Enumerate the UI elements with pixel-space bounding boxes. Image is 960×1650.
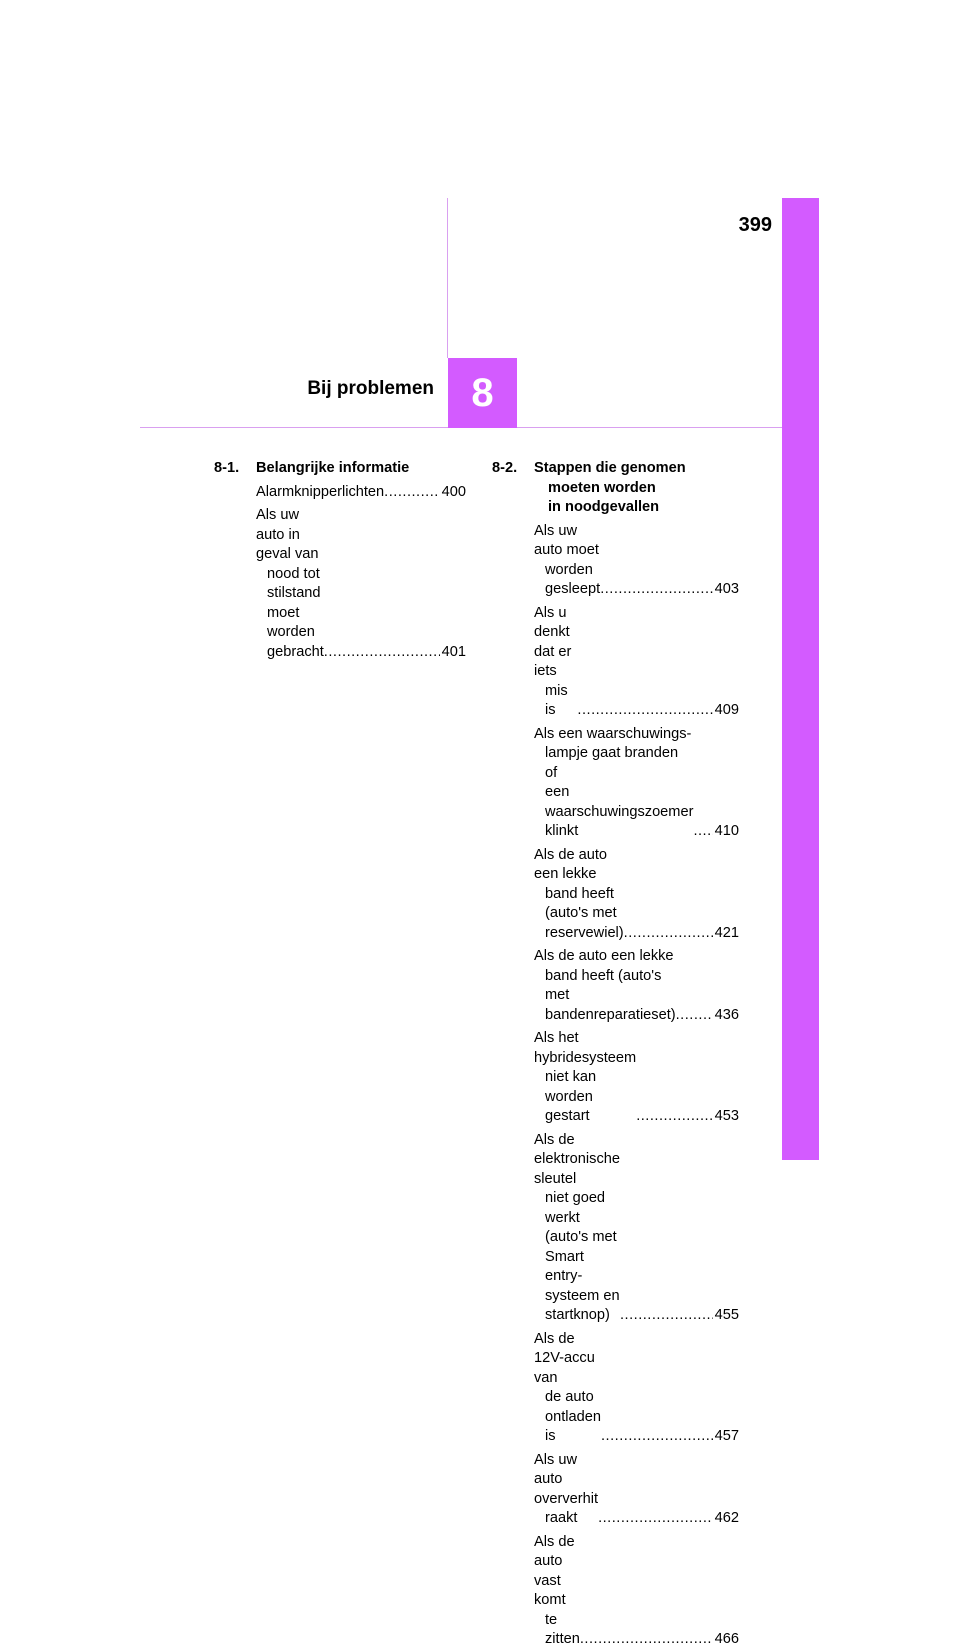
toc-entry-line: Als uw auto oververhit — [534, 1451, 599, 1507]
toc-entry-line: raakt — [545, 1510, 578, 1526]
toc-entry-line: Als de auto een lekke — [534, 948, 674, 964]
toc-entry-page: 403 — [714, 581, 739, 597]
toc-entry-title — [256, 483, 384, 503]
toc-entry-title — [534, 1533, 580, 1650]
dot-leader — [636, 1107, 712, 1127]
toc-entry-title — [256, 506, 324, 662]
section-heading — [492, 459, 739, 518]
toc-entry-line: reservewiel) — [545, 924, 624, 941]
toc-entry-line: Als de 12V-accu van — [534, 1330, 595, 1386]
toc-entry-page: 410 — [714, 823, 739, 839]
toc-entry-line: niet kan worden gestart — [545, 1069, 597, 1124]
toc-entry-page: 436 — [714, 1006, 739, 1023]
section-title-line: in noodgevallen — [548, 499, 660, 515]
toc-entry-line: Als de auto een lekke — [534, 846, 608, 882]
toc-entry-line: Als de elektronische sleutel — [534, 1131, 620, 1187]
dot-leader — [693, 822, 712, 842]
dot-leader — [624, 924, 713, 944]
toc-entry-line: band heeft (auto's met — [545, 885, 617, 921]
toc-section-8-1 — [214, 459, 466, 662]
toc-entry[interactable] — [534, 725, 739, 842]
toc-entry[interactable] — [534, 604, 739, 721]
dot-leader — [620, 1306, 713, 1326]
toc-entry-line: te zitten — [545, 1611, 580, 1647]
dot-leader — [324, 643, 440, 663]
toc-entry-line: de auto ontladen is — [545, 1389, 601, 1444]
section-heading — [214, 459, 466, 479]
toc-entry-line: startknop) — [545, 1307, 610, 1323]
section-number: 8-2. — [492, 460, 518, 476]
toc-entry-line: (auto's met Smart — [545, 1229, 617, 1265]
toc-entry-page: 462 — [714, 1510, 739, 1526]
section-title-line: Stappen die genomen — [534, 460, 686, 476]
dot-leader — [600, 580, 712, 600]
toc-entry-title — [534, 1451, 598, 1529]
toc-entry[interactable] — [534, 1533, 739, 1650]
section-title-line: moeten worden — [548, 479, 656, 496]
toc-entry-title — [534, 1330, 601, 1447]
toc-entry-line: Als het hybridesysteem — [534, 1030, 637, 1066]
section-title — [256, 459, 466, 479]
toc-entry-page: 455 — [714, 1307, 739, 1323]
chapter-number-box: 8 — [448, 358, 517, 428]
toc-entry-line: Als uw auto in geval van — [256, 507, 319, 562]
toc-entry-title — [534, 947, 676, 1025]
toc-entry-line: nood tot stilstand — [267, 565, 321, 601]
vertical-rule — [447, 198, 448, 358]
toc-entry[interactable] — [534, 947, 739, 1025]
toc-entry-line: entry-systeem en — [545, 1268, 620, 1304]
toc-entry[interactable] — [256, 506, 466, 662]
toc-entry-page: 409 — [714, 702, 739, 718]
toc-entry-line: lampje gaat branden of — [545, 745, 679, 781]
toc-entry-title — [534, 1131, 620, 1326]
toc-entry[interactable] — [256, 483, 466, 503]
toc-entry-line: klinkt — [545, 823, 579, 839]
dot-leader — [598, 1509, 713, 1529]
toc-entry[interactable] — [534, 1330, 739, 1447]
dot-leader — [577, 701, 712, 721]
page-number: 399 — [738, 214, 772, 236]
toc-entry-page: 466 — [714, 1631, 739, 1647]
dot-leader — [601, 1427, 713, 1447]
toc-entry[interactable] — [534, 846, 739, 944]
toc-entry-title — [534, 846, 624, 944]
toc-entry[interactable] — [534, 1451, 739, 1529]
chapter-title: Bij problemen — [307, 378, 434, 399]
toc-entry[interactable] — [534, 1029, 739, 1127]
toc-entry-line: Als uw auto moet — [534, 522, 599, 558]
toc-entry-page: 453 — [714, 1108, 739, 1124]
toc-entry-page: 401 — [441, 643, 466, 660]
toc-entry-title — [534, 1029, 636, 1127]
toc-section-8-2 — [492, 459, 739, 1650]
section-title — [534, 459, 739, 518]
toc-entry-line: Als u denkt dat er iets — [534, 604, 572, 679]
toc-entry-line: een waarschuwingszoemer — [545, 784, 694, 820]
toc-entry[interactable] — [534, 1131, 739, 1326]
toc-entry-line: Alarmknipperlichten — [256, 483, 385, 500]
toc-entry-line: worden gesleept — [545, 561, 601, 597]
toc-entry-line: moet worden gebracht — [267, 604, 324, 660]
dot-leader — [580, 1630, 713, 1650]
dot-leader — [384, 483, 439, 503]
toc-entry-title — [534, 725, 693, 842]
toc-entry-line: bandenreparatieset) — [545, 1006, 676, 1023]
toc-entry-line: Als de auto vast komt — [534, 1533, 575, 1608]
toc-entry-page: 421 — [714, 924, 739, 941]
toc-entry-line: band heeft (auto's met — [545, 967, 662, 1003]
toc-entry-page: 457 — [714, 1428, 739, 1444]
toc-entry-line: Als een waarschuwings- — [534, 725, 692, 742]
chapter-side-tab — [782, 198, 819, 1160]
toc-entry-title — [534, 604, 577, 721]
toc-entry[interactable] — [534, 522, 739, 600]
toc-entry-page: 400 — [441, 483, 466, 500]
toc-entry-line: mis is — [545, 682, 568, 718]
dot-leader — [676, 1006, 713, 1026]
toc-entry-line: niet goed werkt — [545, 1190, 606, 1226]
toc-entry-title — [534, 522, 600, 600]
section-title-line: Belangrijke informatie — [256, 460, 410, 476]
section-number: 8-1. — [214, 460, 240, 476]
